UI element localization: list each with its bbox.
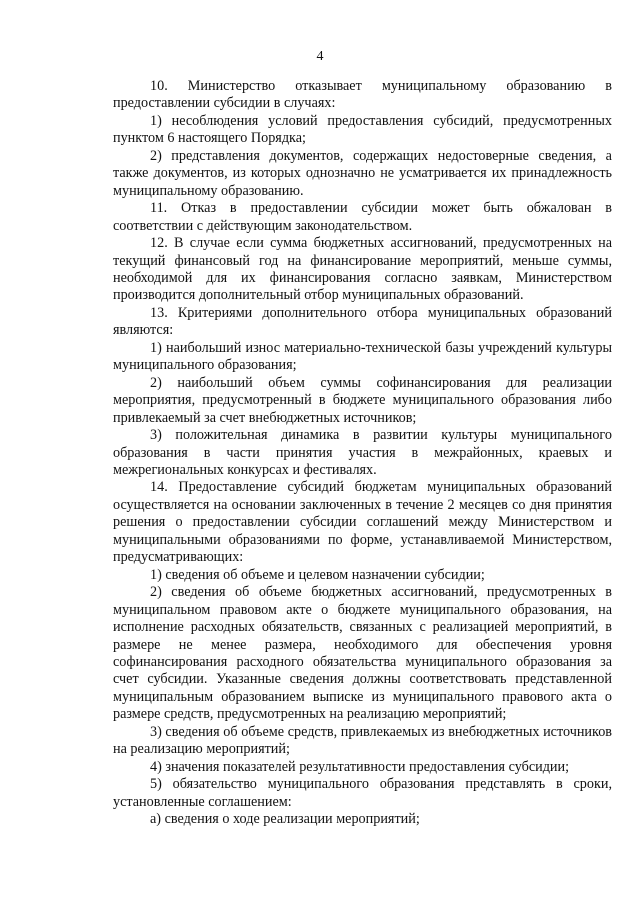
paragraph-10: 10. Министерство отказывает муниципальному образованию в предоставлении субсидии в случаях: [113,78,612,112]
paragraph-14-item-4: 4) значения показателей результативности предоставления субсидии; [150,758,570,775]
paragraph-13-item-3: 3) положительная динамика в развитии культуры муниципального образования в части принятия участия в межрайонных, краевых и межрегиональных конкурсах и фестивалях. [113,427,612,478]
paragraph-13: 13. Критериями дополнительного отбора муниципальных образований являются: [113,304,612,339]
page-number: 4 [316,49,324,64]
paragraph-14-item-5-a: а) сведения о ходе реализации мероприятий; [150,811,420,828]
paragraph-11: 11. Отказ в предоставлении субсидии может быть обжалован в соответствии с действующим законодательством. [113,200,612,234]
document-body [113,78,612,828]
paragraph-14-item-1: 1) сведения об объеме и целевом назначении субсидии; [150,566,485,583]
paragraph-10-item-1: 1) несоблюдения условий предоставления субсидий, предусмотренных пунктом 6 настоящего Порядка; [113,112,612,147]
paragraph-13-item-2: 2) наибольший объем суммы софинансирования для реализации мероприятия, предусмотренный в бюджете муниципального образования либо привлекаемый за счет внебюджетных источников; [113,374,612,426]
paragraph-14-item-5: 5) обязательство муниципального образования представлять в сроки, установленные соглашением: [113,776,612,810]
paragraph-13-item-1: 1) наибольший износ материально-технической базы учреждений культуры муниципального образования; [113,339,612,374]
paragraph-12: 12. В случае если сумма бюджетных ассигнований, предусмотренных на текущий финансовый год на финансирование мероприятий, меньше суммы, необходимой для их финансирования согласно заявкам, Министерством производится дополнительный отбор муниципальных образований. [113,235,612,304]
paragraph-14-item-2: 2) сведения об объеме бюджетных ассигнований, предусмотренных в муниципальном правовом акте о бюджете муниципального образования, на исполнение расходных обязательств, связанных с реализацией мероприятий, в размере не менее размера, необходимого для обеспечения уровня софинансирования расходного обязательства муниципального образования за счет субсидии. Указанные сведения должны соответствовать представленной муниципальным образованием выписке из муниципального правового акта о размере средств, предусмотренных на реализацию мероприятий; [113,584,612,723]
paragraph-14-item-3: 3) сведения об объеме средств, привлекаемых из внебюджетных источников на реализацию мероприятий; [113,723,612,758]
paragraph-14: 14. Предоставление субсидий бюджетам муниципальных образований осуществляется на основании заключенных в течение 2 месяцев со дня принятия решения о предоставлении субсидии соглашений между Министерством и муниципальными образованиями по форме, устанавливаемой Министерством, предусматривающих: [113,479,612,566]
paragraph-10-item-2: 2) представления документов, содержащих недостоверные сведения, а также документов, из которых однозначно не усматривается их принадлежность муниципальному образованию. [113,147,612,199]
